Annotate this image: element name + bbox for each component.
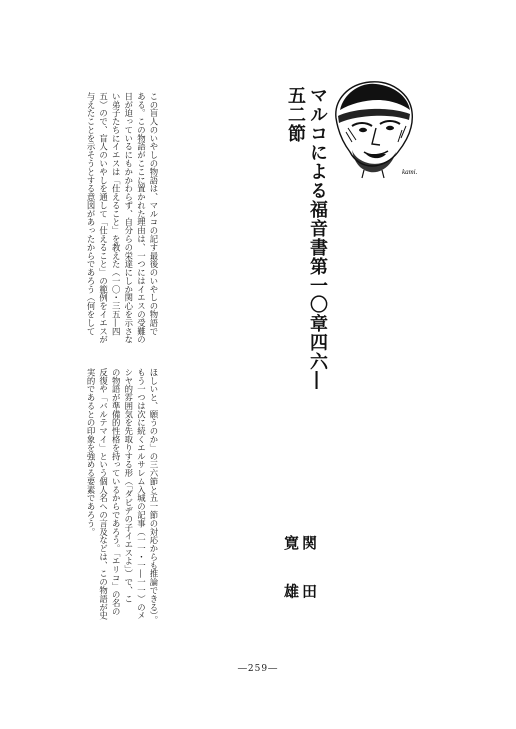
page-title: マルコによる福音書第一〇章四六―五二節 <box>285 86 328 390</box>
author-name: 関 田 寛 雄 <box>282 535 318 613</box>
body-text-upper: この盲人のいやしの物語は、マルコの記す最後のいやしの物語で ある。この物語がここに置かれた理由は、一つにはイエスの受難の 日が迫っているにもかかわらず、自分らの栄達にしか関心を示さな い弟子たちにイエスは「仕えること」を教えた（一〇・三五―四 五）ので、盲人のいやしを通して「仕えること」の範例をイエスが 与えたことを示そうとする意図があったからであろう（何をして <box>86 92 159 344</box>
illustration-signature: kami. <box>402 168 418 176</box>
body-text-lower: ほしいと、願うのか」の三六節と五一節の対応からも推論できる）。 もう一つは次に続くエルサレム入城の記事（一一・一―一一）のメ シヤ的雰囲気を先取りする形（「ダビデの子イエスよ」）で、こ の物語が準備的性格を持っているからであろう。「エリコ」の名の 反復や「バルテマイ」という個人名への言及などは、この物語が史 実的であるとの印象を強める要素であろう。 <box>86 368 159 624</box>
page-number: ―259― <box>237 664 279 674</box>
